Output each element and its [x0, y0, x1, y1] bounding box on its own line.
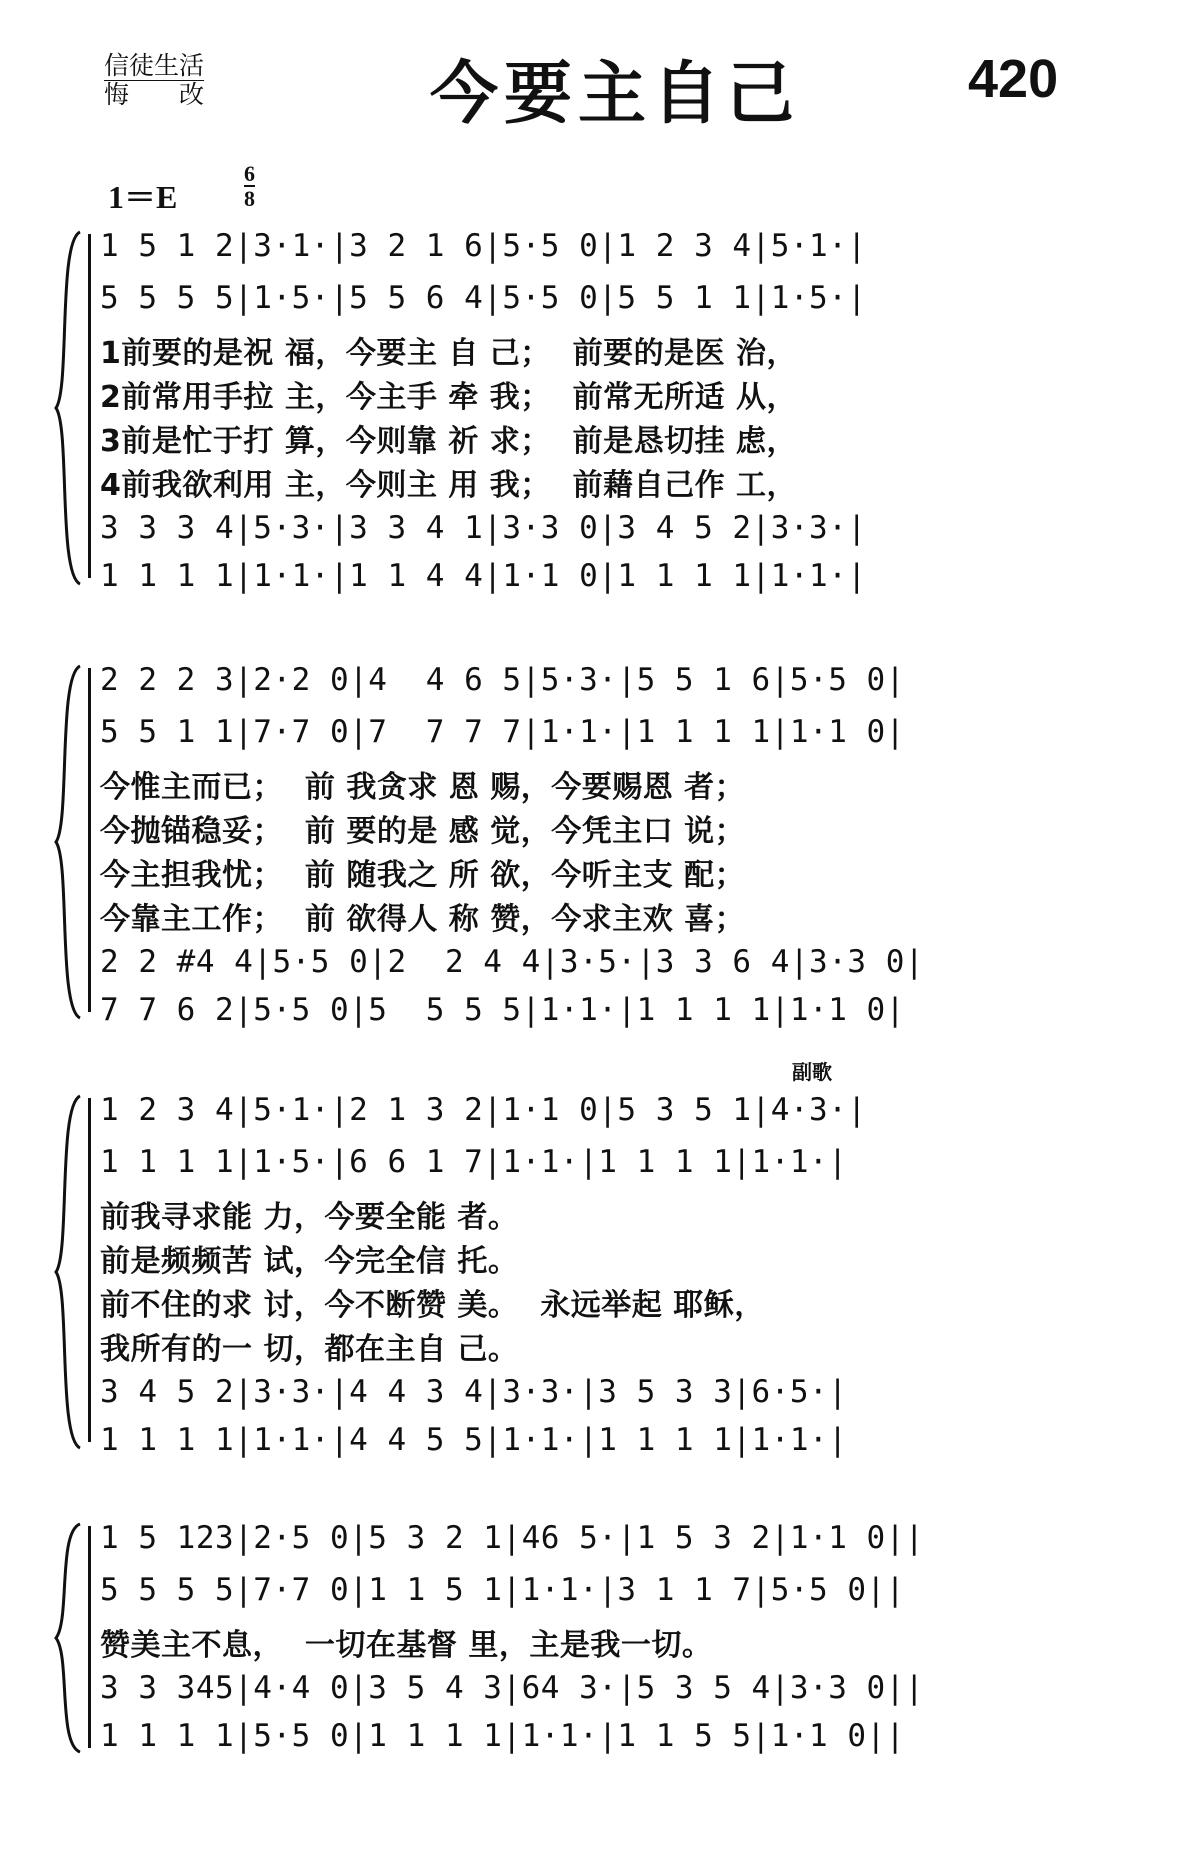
brace-icon: [52, 1520, 82, 1756]
time-numerator: 6: [244, 161, 255, 186]
soprano-line: 1 5 123|2·5 0|5 3 2 1|46 5·|1 5 3 2|1·1 0||: [100, 1520, 925, 1556]
tenor-line: 3 3 3 4|5·3·|3 3 4 1|3·3 0|3 4 5 2|3·3·|: [100, 510, 867, 546]
lyric-verse-4: 今靠主工作； 前 欲得人 称 赞，今求主欢 喜；: [100, 902, 746, 937]
lyric-verse-2: 前是频频苦 试，今完全信 托。: [100, 1244, 519, 1279]
system-start-line: [88, 668, 91, 1012]
lyric-verse-1: 今惟主而已； 前 我贪求 恩 赐，今要赐恩 者；: [100, 770, 746, 805]
hymn-title: 今要主自己: [430, 55, 801, 134]
brace-icon: [52, 662, 82, 1022]
lyric-verse-2: 今抛锚稳妥； 前 要的是 感 觉，今凭主口 说；: [100, 814, 746, 849]
lyric-verse-1: 前我寻求能 力，今要全能 者。: [100, 1200, 519, 1235]
lyric-verse-2: 2前常用手拉 主，今主手 牵 我； 前常无所适 从，: [100, 380, 798, 415]
lyric-verse-4: 4前我欲利用 主，今则主 用 我； 前藉自己作 工，: [100, 468, 798, 503]
bass-line: 1 1 1 1|5·5 0|1 1 1 1|1·1·|1 1 5 5|1·1 0||: [100, 1718, 905, 1754]
system-start-line: [88, 234, 91, 578]
score-system-2: [52, 662, 1162, 1028]
tenor-line: 2 2 #4 4|5·5 0|2 2 4 4|3·5·|3 3 6 4|3·3 0|: [100, 944, 925, 980]
bass-line: 7 7 6 2|5·5 0|5 5 5 5|1·1·|1 1 1 1|1·1 0|: [100, 992, 905, 1028]
hymn-number: 420: [968, 49, 1059, 109]
score-system-1: [52, 228, 1162, 594]
tenor-line: 3 3 345|4·4 0|3 5 4 3|64 3·|5 3 5 4|3·3 0||: [100, 1670, 925, 1706]
alto-line: 1 1 1 1|1·5·|6 6 1 7|1·1·|1 1 1 1|1·1·|: [100, 1144, 848, 1180]
alto-line: 5 5 1 1|7·7 0|7 7 7 7|1·1·|1 1 1 1|1·1 0|: [100, 714, 905, 750]
time-denominator: 8: [244, 186, 255, 211]
soprano-line: 1 5 1 2|3·1·|3 2 1 6|5·5 0|1 2 3 4|5·1·|: [100, 228, 867, 264]
tenor-line: 3 4 5 2|3·3·|4 4 3 4|3·3·|3 5 3 3|6·5·|: [100, 1374, 848, 1410]
credit-subcategory: 悔 改: [104, 80, 205, 109]
system-start-line: [88, 1526, 91, 1748]
lyric-verse-3: 前不住的求 讨，今不断赞 美。 永远举起 耶稣，: [100, 1288, 765, 1323]
credit-block: [104, 52, 204, 108]
alto-line: 5 5 5 5|7·7 0|1 1 5 1|1·1·|3 1 1 7|5·5 0||: [100, 1572, 905, 1608]
score-system-3: [52, 1060, 1162, 1458]
brace-icon: [52, 1092, 82, 1452]
lyric-verse-4: 我所有的一 切，都在主自 己。: [100, 1332, 519, 1367]
lyric-verse-3: 3前是忙于打 算，今则靠 祈 求； 前是恳切挂 虑，: [100, 424, 798, 459]
bass-line: 1 1 1 1|1·1·|1 1 4 4|1·1 0|1 1 1 1|1·1·|: [100, 558, 867, 594]
lyric-verse-1: 1前要的是祝 福，今要主 自 己； 前要的是医 治，: [100, 336, 798, 371]
soprano-line: 2 2 2 3|2·2 0|4 4 6 5|5·3·|5 5 1 6|5·5 0|: [100, 662, 905, 698]
chorus-label: 副歌: [792, 1060, 832, 1084]
system-start-line: [88, 1098, 91, 1442]
key-signature: 1＝E: [108, 179, 178, 215]
soprano-line: 1 2 3 4|5·1·|2 1 3 2|1·1 0|5 3 5 1|4·3·|: [100, 1092, 867, 1128]
score-system-4: [52, 1520, 1162, 1756]
bass-line: 1 1 1 1|1·1·|4 4 5 5|1·1·|1 1 1 1|1·1·|: [100, 1422, 848, 1458]
lyric-verse-1: 赞美主不息， 一切在基督 里，主是我一切。: [100, 1628, 713, 1663]
brace-icon: [52, 228, 82, 588]
time-signature: [244, 162, 255, 210]
credit-category: 信徒生活: [104, 51, 205, 80]
lyric-verse-3: 今主担我忧； 前 随我之 所 欲，今听主支 配；: [100, 858, 746, 893]
alto-line: 5 5 5 5|1·5·|5 5 6 4|5·5 0|5 5 1 1|1·5·|: [100, 280, 867, 316]
